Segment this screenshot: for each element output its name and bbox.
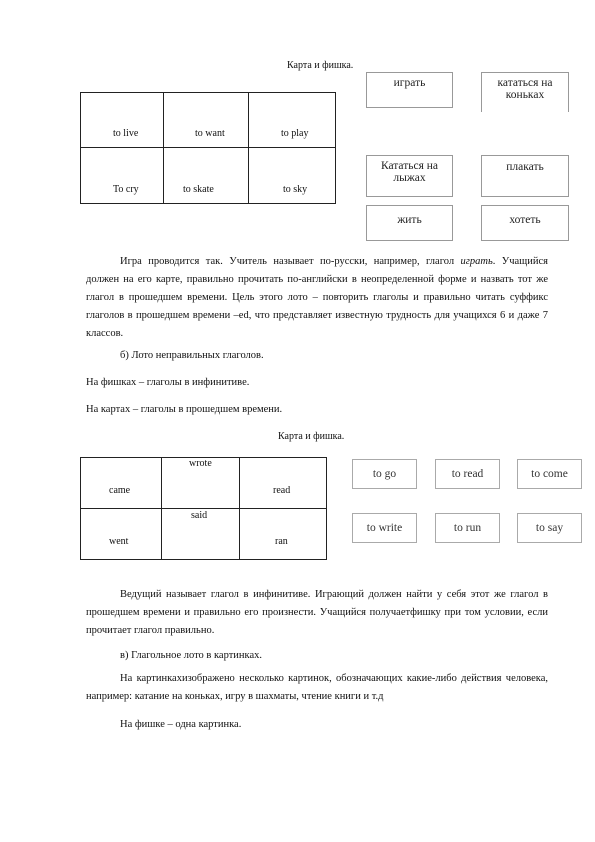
chip-card[interactable]: [481, 72, 569, 112]
grid2-cell-text: came: [109, 485, 131, 496]
chip-card[interactable]: [481, 205, 569, 241]
grid1-cell-text: to skate: [183, 184, 214, 195]
grid1-cell-text: to want: [195, 128, 225, 139]
grid2-cell: [240, 509, 327, 560]
lotto-card-grid-2: [80, 457, 327, 560]
grid1-cell-text: To cry: [113, 184, 139, 195]
chip-card-label: Кататься на лыжах: [380, 160, 439, 184]
paragraph-rules-text-end: . Учащийся должен на его карте, правильно прочитать по-английски в неопределенной форме и назвать тот же глагол в прошедшем времени. Цель этого лото – повторить глаголы и правильно читать суффикс глаголов в прошедшем времени –ed, что представляет известную трудность для учащихся 6 и даже 7 классов.: [86, 256, 548, 339]
paragraph-host: Ведущий называет глагол в инфинитиве. Играющий должен найти у себя этот же глагол в прошедшем времени и правильно его произнести. Учащийся получаетфишку при том условии, если прочитает глагол правильно.: [86, 589, 548, 636]
chip-card[interactable]: to come: [517, 459, 582, 489]
chip-card-label: кататься на коньках: [497, 77, 553, 101]
section-c-last-line: На фишке – одна картинка.: [120, 719, 242, 730]
chip-card[interactable]: to run: [435, 513, 500, 543]
chip-card[interactable]: [366, 155, 453, 197]
chip-card[interactable]: to go: [352, 459, 417, 489]
grid1-cell: [249, 93, 336, 148]
chip-card[interactable]: to write: [352, 513, 417, 543]
grid1-cell: [81, 93, 164, 148]
paragraph-rules-text: Игра проводится так. Учитель называет по-русски, например, глагол: [120, 256, 461, 267]
grid1-cell-text: to play: [281, 128, 309, 139]
grid2-cell: [162, 509, 240, 560]
section-b-heading: б) Лото неправильных глаголов.: [120, 350, 264, 361]
grid2-cell-text: ran: [275, 536, 288, 547]
grid2-cell-text: went: [109, 536, 129, 547]
grid2-cell-text: read: [273, 485, 291, 496]
grid1-cell-text: to sky: [283, 184, 308, 195]
section-b-line2: На картах – глаголы в прошедшем времени.: [86, 404, 283, 415]
card-caption-2: Карта и фишка.: [278, 431, 345, 442]
chip-card[interactable]: to read: [435, 459, 500, 489]
chip-card-label: играть: [393, 77, 426, 89]
lotto-card-grid-1: [80, 92, 336, 204]
section-c-heading: в) Глагольное лото в картинках.: [120, 650, 263, 661]
card-caption-1: Карта и фишка.: [287, 60, 354, 71]
section-c-paragraph: На картинкахизображено несколько картинок, обозначающих какие-либо действия человека, например: катание на коньках, игру в шахматы, чтение книги и т.д: [86, 673, 548, 702]
chip-card[interactable]: [481, 155, 569, 197]
chip-card-label: жить: [397, 214, 422, 226]
chip-card-label: плакать: [506, 161, 544, 173]
grid2-cell: [240, 458, 327, 509]
grid2-cell: [81, 458, 162, 509]
paragraph-rules-italic: играть: [460, 256, 493, 267]
grid1-cell: [81, 148, 164, 204]
paragraph-rules: [86, 253, 548, 343]
grid1-cell: [249, 148, 336, 204]
section-b-line1: На фишках – глаголы в инфинитиве.: [86, 377, 250, 388]
chip-card[interactable]: [366, 205, 453, 241]
grid1-cell: [164, 93, 249, 148]
chip-card-label: хотеть: [509, 214, 541, 226]
grid1-cell-text: to live: [113, 128, 139, 139]
grid2-cell: [162, 458, 240, 509]
grid2-cell-text: said: [191, 510, 208, 521]
grid2-cell: [81, 509, 162, 560]
grid1-cell: [164, 148, 249, 204]
grid2-cell-text: wrote: [189, 458, 212, 469]
chip-card[interactable]: to say: [517, 513, 582, 543]
chip-card[interactable]: [366, 72, 453, 108]
